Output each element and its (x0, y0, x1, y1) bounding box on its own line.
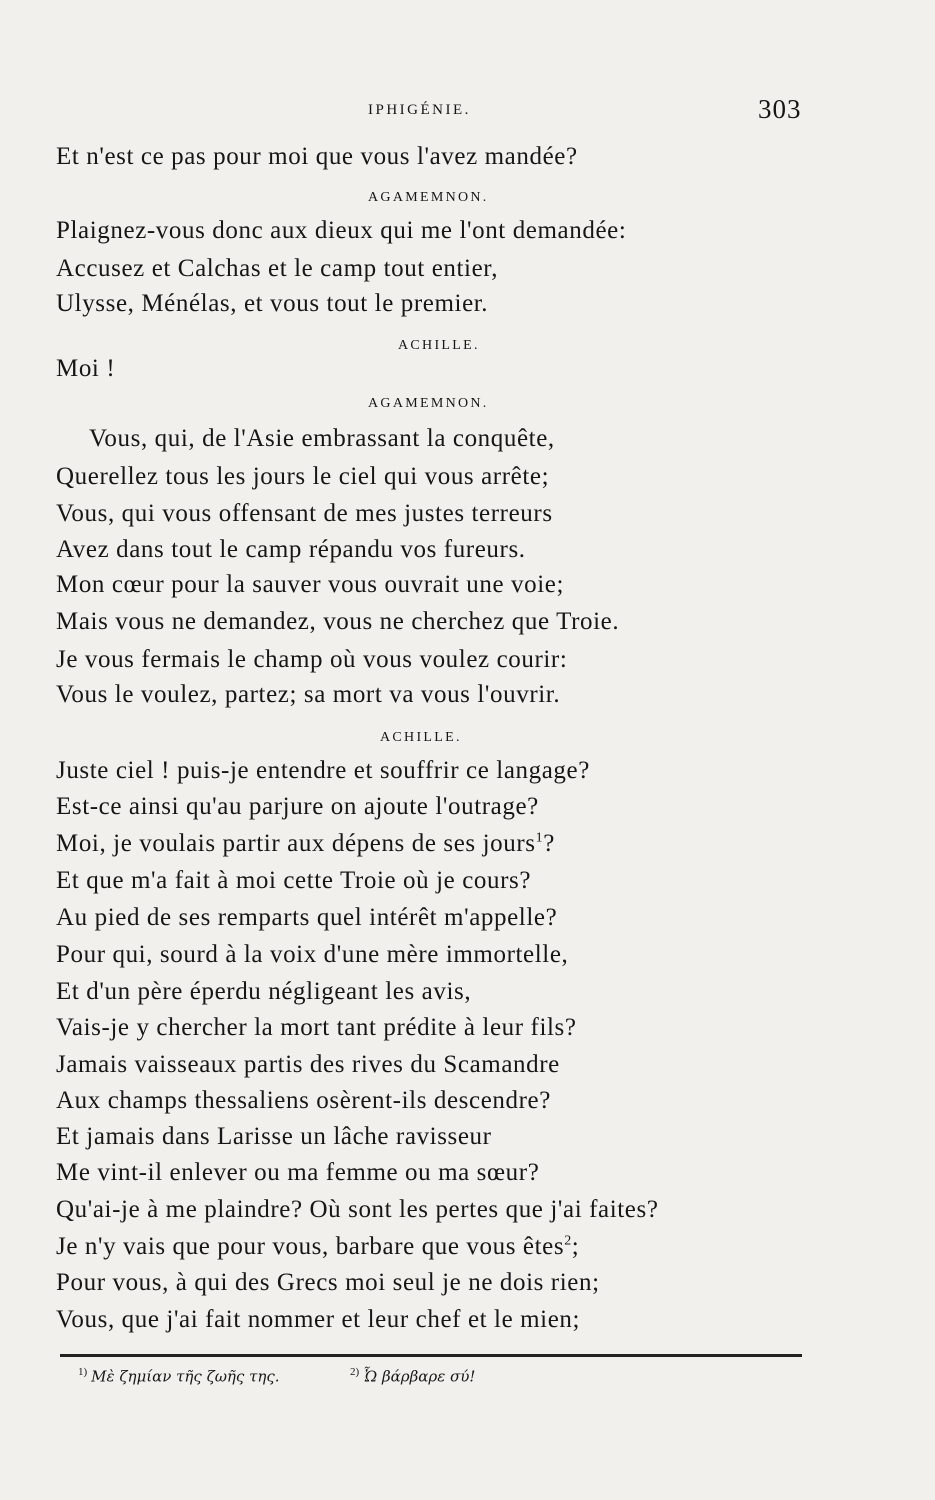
verse-line: Au pied de ses remparts quel intérêt m'appelle? (56, 904, 558, 931)
verse-line: Me vint-il enlever ou ma femme ou ma sœur? (56, 1159, 540, 1186)
verse-line: Mais vous ne demandez, vous ne cherchez que Troie. (56, 608, 620, 635)
speaker-name: AGAMEMNON. (368, 190, 489, 205)
footnote-mark: 2) (350, 1366, 360, 1378)
verse-line: Vous le voulez, partez; sa mort va vous l'ouvrir. (56, 681, 561, 708)
footnote-text: Μὲ ζημίαν τῆς ζωῆς της. (91, 1367, 280, 1386)
verse-line: Vais-je y chercher la mort tant prédite à leur fils? (56, 1014, 577, 1041)
running-title: IPHIGÉNIE. (368, 102, 471, 118)
footnote-text: Ὦ βάρβαρε σύ! (363, 1367, 476, 1386)
verse-line: Jamais vaisseaux partis des rives du Scamandre (56, 1051, 560, 1078)
verse-line: Avez dans tout le camp répandu vos fureurs. (56, 536, 526, 563)
footnote-mark: 1) (78, 1366, 88, 1378)
verse-line: Vous, qui vous offensant de mes justes terreurs (56, 500, 553, 527)
footnote-ref: 1 (535, 830, 544, 846)
verse-line: Mon cœur pour la sauver vous ouvrait une voie; (56, 571, 565, 598)
speaker-name: ACHILLE. (380, 730, 462, 745)
verse-line: Je vous fermais le champ où vous voulez courir: (56, 646, 568, 673)
verse-line: Et jamais dans Larisse un lâche ravisseur (56, 1123, 492, 1150)
verse-line: Juste ciel ! puis-je entendre et souffrir ce langage? (56, 757, 590, 784)
speaker-name: AGAMEMNON. (368, 396, 489, 411)
verse-line: Ulysse, Ménélas, et vous tout le premier. (56, 290, 489, 317)
verse-line: Est-ce ainsi qu'au parjure on ajoute l'outrage? (56, 793, 539, 820)
footnote-ref: 2 (564, 1233, 572, 1249)
verse-line: Moi, je voulais partir aux dépens de ses jours$^1$? (56, 830, 555, 857)
page-number: 303 (758, 94, 802, 124)
verse-line: Vous, qui, de l'Asie embrassant la conquête, (89, 425, 555, 452)
verse-line: Accusez et Calchas et le camp tout entier, (56, 255, 499, 282)
verse-line: Plaignez-vous donc aux dieux qui me l'ont demandée: (56, 217, 627, 244)
running-head (0, 94, 935, 128)
verse-line: Pour vous, à qui des Grecs moi seul je ne dois rien; (56, 1269, 600, 1296)
verse-line: Querellez tous les jours le ciel qui vous arrête; (56, 463, 550, 490)
speaker-name: ACHILLE. (398, 338, 480, 353)
footnote (78, 1366, 280, 1386)
verse-line: Je n'y vais que pour vous, barbare que vous êtes$^2$; (56, 1233, 580, 1260)
verse-line: Moi ! (56, 355, 116, 382)
verse-line: Vous, que j'ai fait nommer et leur chef et le mien; (56, 1306, 581, 1333)
verse-line: Et d'un père éperdu négligeant les avis, (56, 978, 472, 1005)
verse-line: Pour qui, sourd à la voix d'une mère immortelle, (56, 941, 569, 968)
verse-line: Aux champs thessaliens osèrent-ils descendre? (56, 1087, 551, 1114)
verse-line: Et que m'a fait à moi cette Troie où je cours? (56, 867, 532, 894)
footnote-rule (60, 1354, 802, 1357)
verse-line: Qu'ai-je à me plaindre? Où sont les pertes que j'ai faites? (56, 1196, 659, 1223)
verse-line: Et n'est ce pas pour moi que vous l'avez mandée? (56, 143, 578, 170)
footnote (350, 1366, 475, 1386)
